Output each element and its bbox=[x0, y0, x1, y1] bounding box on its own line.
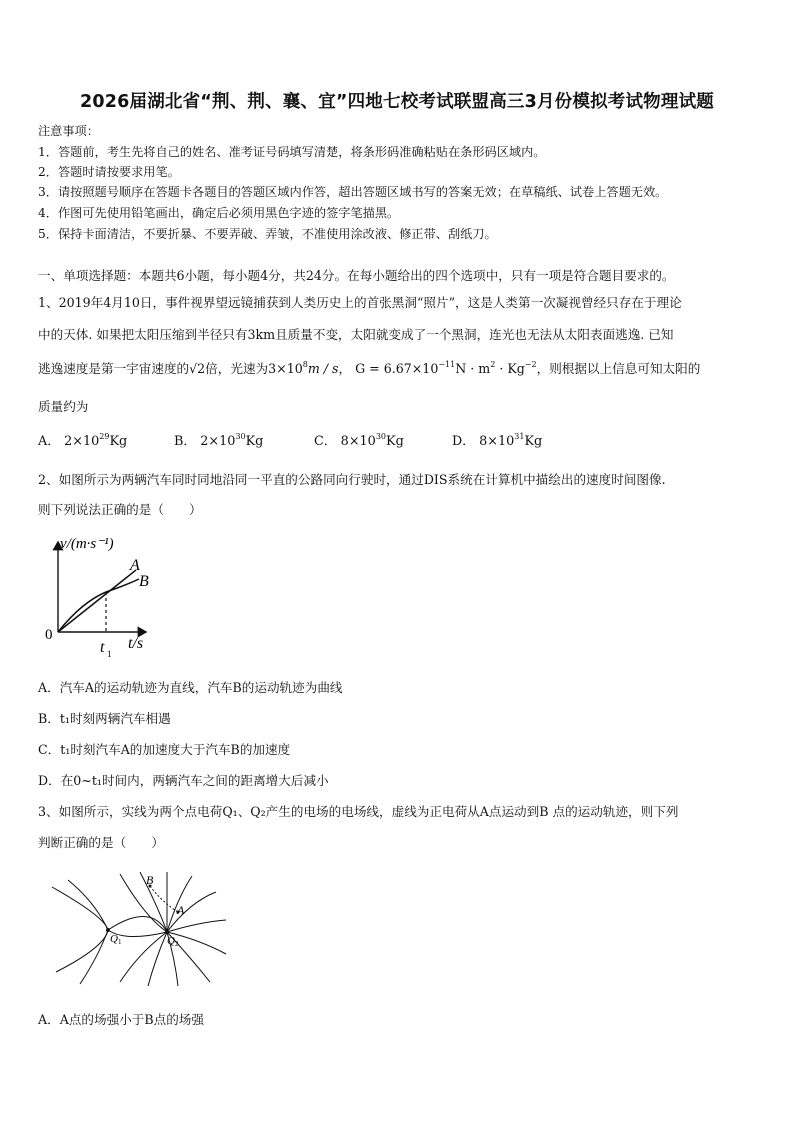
q3-text-line1: 3、如图所示，实线为两个点电荷Q₁、Q₂产生的电场的电场线，虚线为正电荷从A点运动到B 点的运动轨迹，则下列 bbox=[38, 804, 679, 819]
sqrt-two: √2 bbox=[189, 361, 206, 376]
q1-option-a: A． $2\times 10^{29}Kg$ bbox=[38, 432, 128, 449]
light-speed: $3\times 10^8m / s$ bbox=[268, 360, 339, 376]
velocity-time-graph bbox=[36, 530, 176, 660]
y-axis-label: v/(m·s⁻¹) bbox=[60, 536, 114, 552]
t1-label: t bbox=[100, 639, 105, 656]
page-title: 2026届湖北省“荆、荆、襄、宜”四地七校考试联盟高三3月份模拟考试物理试题 bbox=[80, 92, 714, 112]
x-axis-label: t/s bbox=[128, 635, 144, 652]
q1-text-line1: 1、2019年4月10日，事件视界望远镜捕获到人类历史上的首张黑洞“照片”，这是人类第一次凝视曾经只存在于理论 bbox=[38, 295, 682, 310]
notice-heading: 注意事项： bbox=[38, 124, 99, 138]
charge-q1 bbox=[106, 928, 110, 932]
q3-option-a: A．A点的场强小于B点的场强 bbox=[38, 1012, 204, 1027]
q1-option-d: D． $8\times 10^{31}Kg$ bbox=[452, 432, 543, 449]
q2-option-b: B．t₁时刻两辆汽车相遇 bbox=[38, 711, 171, 726]
notice-item: 4．作图可先使用铅笔画出，确定后必须用黑色字迹的签字笔描黑。 bbox=[38, 206, 400, 220]
trajectory bbox=[150, 886, 178, 912]
notice-item: 5．保持卡面清洁，不要折暴、不要弄破、弄皱，不准使用涂改液、修正带、刮纸刀。 bbox=[38, 227, 497, 241]
notice-item: 2．答题时请按要求用笔。 bbox=[38, 165, 180, 179]
q2-label: Q bbox=[167, 935, 175, 947]
curve-a-label: A bbox=[130, 557, 140, 574]
notice-item: 1．答题前，考生先将自己的姓名、准考证号码填写清楚，将条形码准确粘贴在条形码区域内。 bbox=[38, 145, 546, 159]
curve-b-label: B bbox=[139, 573, 149, 590]
q2-option-a: A．汽车A的运动轨迹为直线，汽车B的运动轨迹为曲线 bbox=[38, 680, 343, 695]
gravitational-constant: $G = 6.67\times 10^{-11}N \cdot m^2 \cdot Kg^{-2}$ bbox=[355, 360, 537, 376]
q1-text: 倍，光速为 bbox=[205, 361, 269, 376]
curve-a bbox=[58, 570, 136, 632]
point-a-label: A bbox=[177, 903, 185, 917]
q1-option-b: B． $2\times 10^{30}Kg$ bbox=[174, 432, 264, 449]
q3-text-line2: 判断正确的是（ ） bbox=[38, 835, 164, 850]
field-lines bbox=[52, 872, 226, 986]
q1-text-line2: 中的天体. 如果把太阳压缩到半径只有3km且质量不变，太阳就变成了一个黑洞，连光也无法从太阳表面逃逸. 已知 bbox=[38, 327, 674, 342]
q2-subscript: 2 bbox=[175, 940, 179, 948]
curve-b bbox=[58, 579, 139, 632]
q1-subscript: 1 bbox=[118, 938, 122, 946]
q1-text-line4: 质量约为 bbox=[38, 399, 89, 414]
q2-option-c: C．t₁时刻汽车A的加速度大于汽车B的加速度 bbox=[38, 742, 291, 757]
section-heading: 一、单项选择题：本题共6小题，每小题4分，共24分。在每小题给出的四个选项中，只有一项是符合题目要求的。 bbox=[38, 268, 675, 283]
point-b-label: B bbox=[146, 873, 154, 887]
q1-text-line3: 逃逸速度是第一宇宙速度的√2倍，光速为$3\times 10^8m / s$， $G = 6.67\times 10^{-11}N \cdot m^2 \cdot Kg^{-2}$，则根据以上信息可知太阳的 bbox=[38, 360, 701, 376]
q1-option-c: C． $8\times 10^{30}Kg$ bbox=[314, 432, 404, 449]
q2-text-line2: 则下列说法正确的是（ ） bbox=[38, 502, 202, 517]
q1-text: ，则根据以上信息可知太阳的 bbox=[536, 361, 701, 376]
q2-option-d: D．在0~t₁时间内，两辆汽车之间的距离增大后减小 bbox=[38, 773, 329, 788]
electric-field-diagram bbox=[50, 872, 230, 987]
q1-text: 逃逸速度是第一宇宙速度的 bbox=[38, 361, 190, 376]
q2-text-line1: 2、如图所示为两辆汽车同时同地沿同一平直的公路同向行驶时，通过DIS系统在计算机中描绘出的速度时间图像. bbox=[38, 472, 666, 487]
q1-label: Q bbox=[110, 933, 118, 945]
notice-item: 3．请按照题号顺序在答题卡各题目的答题区域内作答，超出答题区域书写的答案无效；在草稿纸、试卷上答题无效。 bbox=[38, 185, 668, 199]
t1-subscript: 1 bbox=[107, 649, 112, 659]
charge-q2 bbox=[165, 930, 169, 934]
origin-label: 0 bbox=[45, 627, 53, 643]
